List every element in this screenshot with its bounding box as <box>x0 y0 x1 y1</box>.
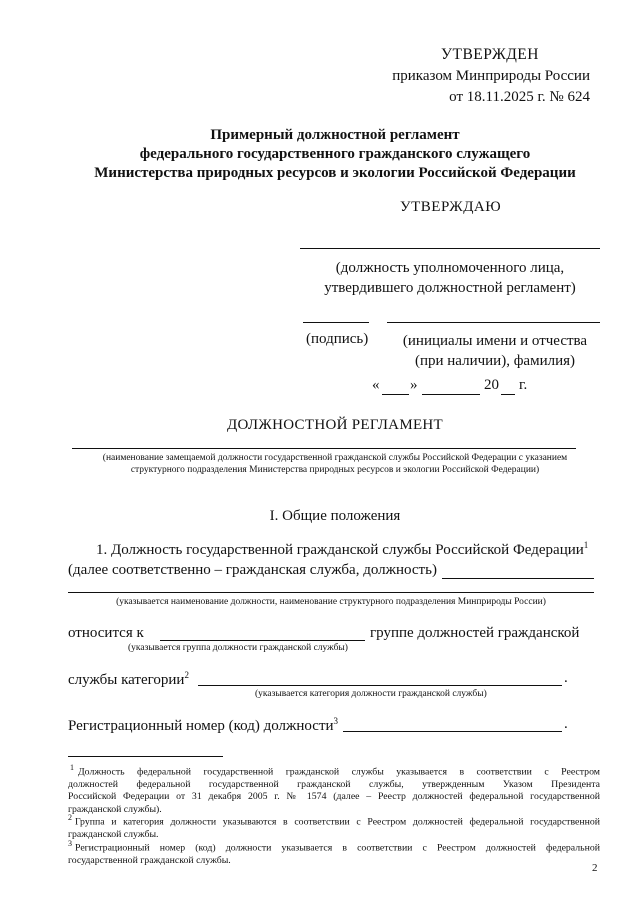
footnote-2-line-2: гражданской службы. <box>68 828 159 840</box>
footnote-3 <box>68 838 600 867</box>
footnote-2 <box>68 812 600 841</box>
position-name-line-a[interactable] <box>442 578 594 579</box>
date-close-quote: » <box>410 377 418 393</box>
regulation-title: ДОЛЖНОСТНОЙ РЕГЛАМЕНТ <box>226 417 444 433</box>
position-hint-2: утвердившего должностной регламент) <box>324 280 576 296</box>
name-line[interactable] <box>387 322 600 323</box>
reg-number-prefix <box>68 716 338 735</box>
footnote-3-line-1: Регистрационный номер (код) должности указывается в соответствии с Реестром должностей федеральной <box>75 842 600 854</box>
approval-stamp <box>370 46 590 106</box>
approval-title: УТВЕРЖДЕН <box>441 46 539 63</box>
position-hint-1: (должность уполномоченного лица, <box>335 260 565 276</box>
date-day-line[interactable] <box>382 394 409 395</box>
footnote-1-num: 1 <box>70 763 74 772</box>
paragraph-1-text: 1. Должность государственной гражданской службы Российской Федерации <box>96 542 584 558</box>
footnote-1-line-4: гражданской службы). <box>68 803 162 815</box>
category-text: службы категории <box>68 672 185 688</box>
date-year-line[interactable] <box>501 394 515 395</box>
reg-number-end: . <box>564 716 568 732</box>
date-year-suffix: г. <box>519 377 528 393</box>
signature-line[interactable] <box>303 322 369 323</box>
group-suffix: группе должностей гражданской <box>370 625 580 641</box>
footnote-1-line-2: должностей федеральной государственной гражданской службы, утвержденным Указом Президента <box>68 778 600 790</box>
regulation-name-line[interactable] <box>72 448 576 449</box>
date-month-line[interactable] <box>422 394 480 395</box>
signature-hint: (подпись) <box>306 331 369 347</box>
footnote-1-line-1: Должность федеральной государственной гражданской службы указывается в соответствии с Реестром <box>78 766 600 778</box>
group-hint: (указывается группа должности гражданской службы) <box>128 643 348 653</box>
page-number: 2 <box>592 862 598 874</box>
name-hint-2: (при наличии), фамилия) <box>414 353 576 369</box>
footnote-2-line-1: Группа и категория должности указываются в соответствии с Реестром должностей федеральной государственной <box>75 816 600 828</box>
position-name-line-b[interactable] <box>68 592 594 593</box>
footnote-3-line-2: государственной гражданской службы. <box>68 854 231 866</box>
position-hint <box>300 258 600 298</box>
approval-date-line: от 18.11.2025 г. № 624 <box>449 89 590 105</box>
approve-title: УТВЕРЖДАЮ <box>400 199 502 215</box>
footnote-separator <box>68 756 223 757</box>
position-line[interactable] <box>300 248 600 249</box>
section-title: I. Общие положения <box>269 508 401 524</box>
category-prefix <box>68 670 189 689</box>
name-hint-1: (инициалы имени и отчества <box>402 333 588 349</box>
date-year-prefix: 20 <box>484 377 499 393</box>
paragraph-1-line-1 <box>96 540 588 559</box>
heading-line-1: Примерный должностной регламент <box>210 127 460 143</box>
group-line[interactable] <box>160 640 365 641</box>
regulation-hint-1: (наименование замещаемой должности государственной гражданской службы Российской Федерации с указанием <box>102 453 568 463</box>
approval-order-line: приказом Минприроды России <box>392 68 590 84</box>
footnote-1 <box>68 762 600 816</box>
reg-number-text: Регистрационный номер (код) должности <box>68 718 334 734</box>
date-open-quote: « <box>372 377 380 393</box>
footnote-ref-2[interactable]: 2 <box>184 670 189 680</box>
reg-number-line[interactable] <box>343 731 562 732</box>
footnote-1-line-3: Российской Федерации от 31 декабря 2005 г. № 1574 (далее – Реестр должностей федеральной государственной <box>68 791 600 803</box>
category-end: . <box>564 670 568 686</box>
footnote-3-num: 3 <box>68 839 72 848</box>
paragraph-1-line-2: (далее соответственно – гражданская служба, должность) <box>68 562 437 578</box>
group-prefix: относится к <box>68 625 144 641</box>
name-hint <box>390 331 600 371</box>
footnote-2-num: 2 <box>68 813 72 822</box>
heading-line-3: Министерства природных ресурсов и экологии Российской Федерации <box>94 165 576 181</box>
heading-line-2: федерального государственного гражданского служащего <box>139 146 531 162</box>
category-line[interactable] <box>198 685 562 686</box>
document-heading <box>40 126 630 183</box>
footnote-ref-1[interactable]: 1 <box>583 540 589 550</box>
regulation-hint <box>40 452 630 476</box>
category-hint: (указывается категория должности гражданской службы) <box>255 689 487 699</box>
regulation-hint-2: структурного подразделения Министерства природных ресурсов и экологии Российской Федерации) <box>130 465 540 475</box>
paragraph-1-hint: (указывается наименование должности, наименование структурного подразделения Минприроды России) <box>116 597 546 607</box>
footnote-ref-3[interactable]: 3 <box>333 716 339 726</box>
